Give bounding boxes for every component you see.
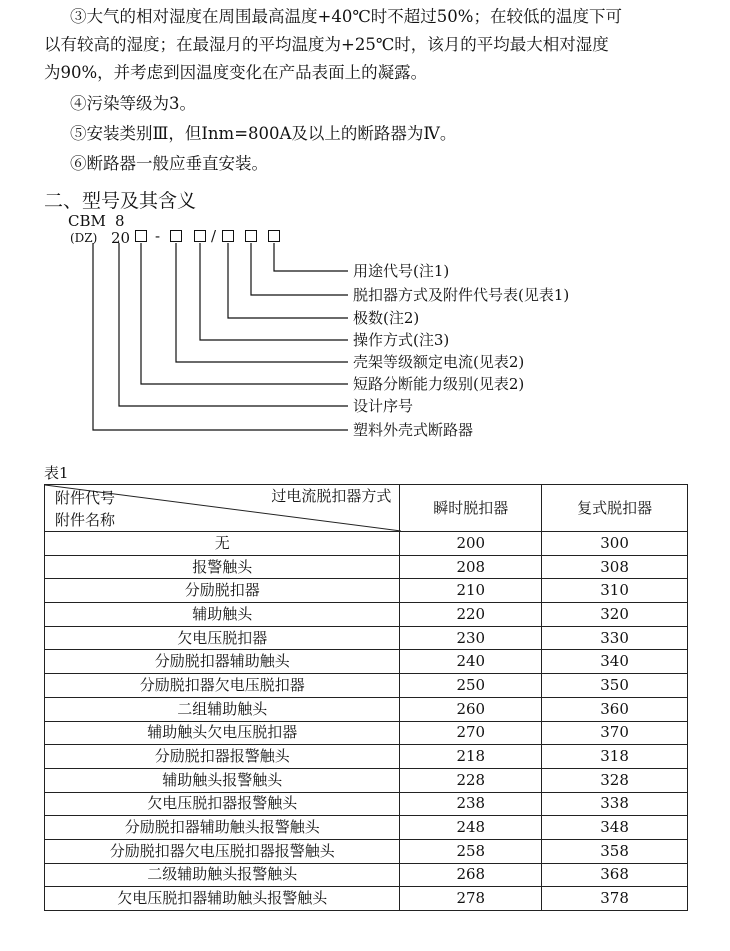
cell-instant-code: 238 [400,792,542,816]
table-row [45,555,688,579]
header-release-mode: 过电流脱扣器方式 [271,487,392,505]
cell-accessory-name: 分励脱扣器报警触头 [45,745,400,769]
legend-poles: 极数(注2) [353,309,420,327]
table-caption: 表1 [44,464,69,482]
table-row [45,579,688,603]
cell-instant-code: 228 [400,768,542,792]
cell-compound-code: 378 [542,887,688,911]
table-row [45,721,688,745]
model-prefix-alt: (DZ) [70,231,98,245]
cell-instant-code: 240 [400,650,542,674]
legend-release-code: 脱扣器方式及附件代号表(见表1) [353,286,570,304]
model-dash: - [155,227,161,245]
cell-accessory-name: 二级辅助触头报警触头 [45,863,400,887]
cell-instant-code: 220 [400,603,542,627]
cell-compound-code: 318 [542,745,688,769]
cell-compound-code: 360 [542,697,688,721]
cell-accessory-name: 无 [45,532,400,556]
table-row [45,674,688,698]
cell-instant-code: 270 [400,721,542,745]
cell-compound-code: 328 [542,768,688,792]
cell-instant-code: 248 [400,816,542,840]
cell-compound-code: 350 [542,674,688,698]
legend-frame-current: 壳架等级额定电流(见表2) [353,353,525,371]
table-row [45,816,688,840]
cell-compound-code: 300 [542,532,688,556]
legend-breaker-type: 塑料外壳式断路器 [353,421,474,439]
table-header-row [45,485,688,532]
cell-instant-code: 230 [400,626,542,650]
paragraph-humidity-line3: 为90%，并考虑到因温度变化在产品表面上的凝露。 [44,63,428,82]
cell-compound-code: 338 [542,792,688,816]
model-series-digit: 8 [115,212,125,230]
cell-instant-code: 210 [400,579,542,603]
cell-accessory-name: 欠电压脱扣器报警触头 [45,792,400,816]
table-row [45,887,688,911]
cell-instant-code: 200 [400,532,542,556]
cell-compound-code: 348 [542,816,688,840]
header-accessory-code: 附件代号 [55,489,116,507]
cell-instant-code: 208 [400,555,542,579]
table-row [45,839,688,863]
cell-accessory-name: 分励脱扣器欠电压脱扣器 [45,674,400,698]
table-row [45,650,688,674]
cell-compound-code: 320 [542,603,688,627]
cell-accessory-name: 分励脱扣器辅助触头 [45,650,400,674]
cell-accessory-name: 报警触头 [45,555,400,579]
cell-accessory-name: 辅助触头 [45,603,400,627]
cell-accessory-name: 欠电压脱扣器 [45,626,400,650]
cell-compound-code: 308 [542,555,688,579]
legend-usage-code: 用途代号(注1) [353,262,450,280]
model-slash: / [211,227,217,245]
cell-accessory-name: 欠电压脱扣器辅助触头报警触头 [45,887,400,911]
paragraph-humidity-line1: ③大气的相对湿度在周围最高温度+40℃时不超过50%；在较低的温度下可 [70,7,622,26]
cell-compound-code: 340 [542,650,688,674]
accessory-code-table [44,484,688,911]
cell-instant-code: 260 [400,697,542,721]
paragraph-humidity-line2: 以有较高的湿度；在最湿月的平均温度为+25℃时，该月的平均最大相对湿度 [44,35,609,54]
table-row [45,745,688,769]
paragraph-installation: ⑤安装类别Ⅲ，但Inm=800A及以上的断路器为Ⅳ。 [70,124,457,143]
cell-accessory-name: 分励脱扣器欠电压脱扣器报警触头 [45,839,400,863]
cell-compound-code: 310 [542,579,688,603]
table-row [45,697,688,721]
table-row [45,532,688,556]
model-design-number: 20 [111,229,131,247]
cell-accessory-name: 辅助触头欠电压脱扣器 [45,721,400,745]
cell-compound-code: 368 [542,863,688,887]
header-compound-release: 复式脱扣器 [542,485,688,532]
cell-instant-code: 268 [400,863,542,887]
header-diagonal-cell [45,485,400,532]
cell-accessory-name: 分励脱扣器辅助触头报警触头 [45,816,400,840]
legend-design-number: 设计序号 [353,397,414,415]
table-row [45,792,688,816]
cell-instant-code: 278 [400,887,542,911]
header-accessory-name: 附件名称 [55,511,116,529]
cell-accessory-name: 辅助触头报警触头 [45,768,400,792]
paragraph-mounting: ⑥断路器一般应垂直安装。 [70,154,268,173]
table-row [45,626,688,650]
table-row [45,768,688,792]
cell-compound-code: 370 [542,721,688,745]
legend-operation: 操作方式(注3) [353,331,450,349]
cell-compound-code: 358 [542,839,688,863]
cell-instant-code: 258 [400,839,542,863]
cell-instant-code: 218 [400,745,542,769]
paragraph-pollution: ④污染等级为3。 [70,94,196,113]
table-row [45,603,688,627]
model-prefix: CBM [68,212,106,230]
legend-breaking-capacity: 短路分断能力级别(见表2) [353,375,525,393]
section-heading: 二、型号及其含义 [44,190,197,212]
header-instant-release: 瞬时脱扣器 [400,485,542,532]
cell-accessory-name: 分励脱扣器 [45,579,400,603]
cell-instant-code: 250 [400,674,542,698]
cell-compound-code: 330 [542,626,688,650]
cell-accessory-name: 二组辅助触头 [45,697,400,721]
table-row [45,863,688,887]
